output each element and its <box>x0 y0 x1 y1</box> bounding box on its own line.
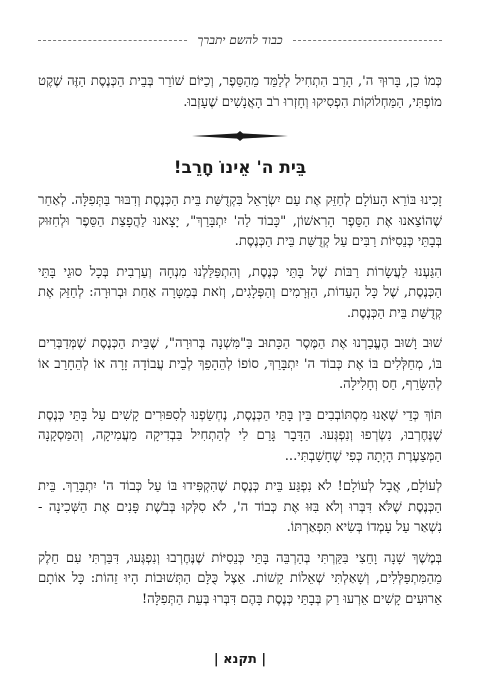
diamond-ornament-icon <box>192 130 288 142</box>
body-paragraph-1: זָכִינוּ בּוֹרֵא הָעוֹלָם לְחַזֵּק אֶת עַם יִשְׂרָאֵל בִּקְדֻשַּׁת בֵּית הַכְּנֶסֶת וְדִבּוּר בַּתְּפִלָּה. לְאַחַר שֶׁהוֹצֵאנוּ אֶת הַסֵּפֶר הָרִאשׁוֹן, "כָּבוֹד לַה' יִתְבָּרַךְ", יָצָאנוּ לַהֲפָצַת הַסֵּפֶר וּלְחִזּוּק בְּבָתֵּי כְּנֵסִיּוֹת רַבִּים עַל קְדֻשַּׁת בֵּית הַכְּנֶסֶת. <box>38 193 442 249</box>
section-title: בֵּית ה' אֵינוֹ חָרֵב! <box>173 158 307 178</box>
running-header-title: כבוד להשם יתברך <box>197 32 283 47</box>
page-number: | תקנא | <box>213 652 267 667</box>
body-paragraph-2: הִגַּעְנוּ לַעֲשָׂרוֹת רַבּוֹת שֶׁל בָּתֵּי כְּנֶסֶת, וְהִתְפַּלַּלְנוּ מִנְחָה וְעַרְבִית בְּכָל סוּגֵי בָּתֵּי הַכְּנֶסֶת, שֶׁל כָּל הָעֵדוֹת, הַזְּרָמִים וְהַפְּלָגִים, וְזֹאת בְּמַטָּרָה אַחַת וּבְרוּרָה: לְחַזֵּק אֶת קְדֻשַּׁת בֵּית הַכְּנֶסֶת. <box>38 264 442 321</box>
running-header <box>38 30 442 50</box>
header-rule-left <box>38 40 187 41</box>
body-paragraph-3: שׁוּב וָשׁוּב הֶעֱבַרְנוּ אֶת הַמֶּסֶר הַכָּתוּב בַּ"מִּשְׁנָה בְּרוּרָה", שֶׁבֵּית הַכְּנֶסֶת שֶׁמְּדַבְּרִים בּוֹ, מְחַלְּלִים בּוֹ אֶת כְּבוֹד ה' יִתְבָּרַךְ, סוֹפוֹ לְהֵהָפֵךְ לְבֵית עֲבוֹדָה זָרָה אוֹ לְהֵחָרֵב אוֹ לְהִשָּׂרֵף, חַס וְחָלִילָה. <box>38 336 442 392</box>
body-paragraph-4: תּוֹךְ כְּדֵי שֶׁאָנוּ מִסְתּוֹבְבִים בֵּין בָּתֵּי הַכְּנֶסֶת, נֶחְשַׂפְנוּ לְסִפּוּרִים קָשִׁים עַל בָּתֵּי כְּנֶסֶת שֶׁנֶּחֶרְבוּ, נִשְׂרְפוּ וְנִפְגְּעוּ. הַדָּבָר גָּרַם לִי לְהַתְחִיל בִּבְדִיקָה מַעֲמִיקָה, וְהַמַּסְקָנָה הַמְּצַעֶרֶת הָיְתָה כְּפִי שֶׁחָשַׁבְתִּי... <box>38 407 442 464</box>
section-divider-ornament <box>38 127 442 145</box>
body-paragraph-6: בְּמֶשֶׁךְ שָׁנָה וָחֵצִי בִּקַּרְתִּי בְּהַרְבֵּה בָּתֵּי כְּנֵסִיּוֹת שֶׁנֶּחֶרְבוּ וְנִפְגְּעוּ, דִּבַּרְתִּי עִם חֵלֶק מֵהַמִּתְפַּלְּלִים, וְשָׁאַלְתִּי שְׁאֵלוֹת קָשׁוֹת. אֵצֶל כֻּלָּם הַתְּשׁוּבוֹת הָיוּ זֵהוֹת: כָּל אוֹתָם אֵרוּעִים קָשִׁים אֵרְעוּ רַק בְּבָתֵּי כְּנֶסֶת בָּהֶם דִּבְּרוּ בְּעֵת הַתְּפִלָּה! <box>38 550 442 607</box>
body-paragraph-5: לְעוֹלָם, אֲבָל לְעוֹלָם! לֹא נִפְגַּע בֵּית כְּנֶסֶת שֶׁהִקְפִּידוּ בּוֹ עַל כְּבוֹד ה' יִתְבָּרַךְ. בֵּית הַכְּנֶסֶת שֶׁלֹּא דִּבְּרוּ וְלֹא בִּזּוּ אֶת כְּבוֹד ה', לֹא סִלְּקוּ בְּבֹשֶׁת פָּנִים אֶת הַשְּׁכִינָה - נִשְׁאַר עַל עָמְדוֹ בְּשִׂיא תִּפְאַרְתּוֹ. <box>38 479 442 535</box>
intro-paragraph: כְּמוֹ כֵן, בָּרוּךְ ה', הָרַב הִתְחִיל לְלַמֵּד מֵהַסֵּפֶר, וְכַיּוֹם שׁוֹרֵר בְּבֵית הַכְּנֶסֶת הַזֶּה שֶׁקֶט מוֹפְתִּי, הַמַּחְלוֹקוֹת הִפְסִיקוּ וְחָזְרוּ רֹב הָאֲנָשִׁים שֶׁעָזְבוּ. <box>38 74 442 110</box>
header-rule-right <box>293 40 442 41</box>
